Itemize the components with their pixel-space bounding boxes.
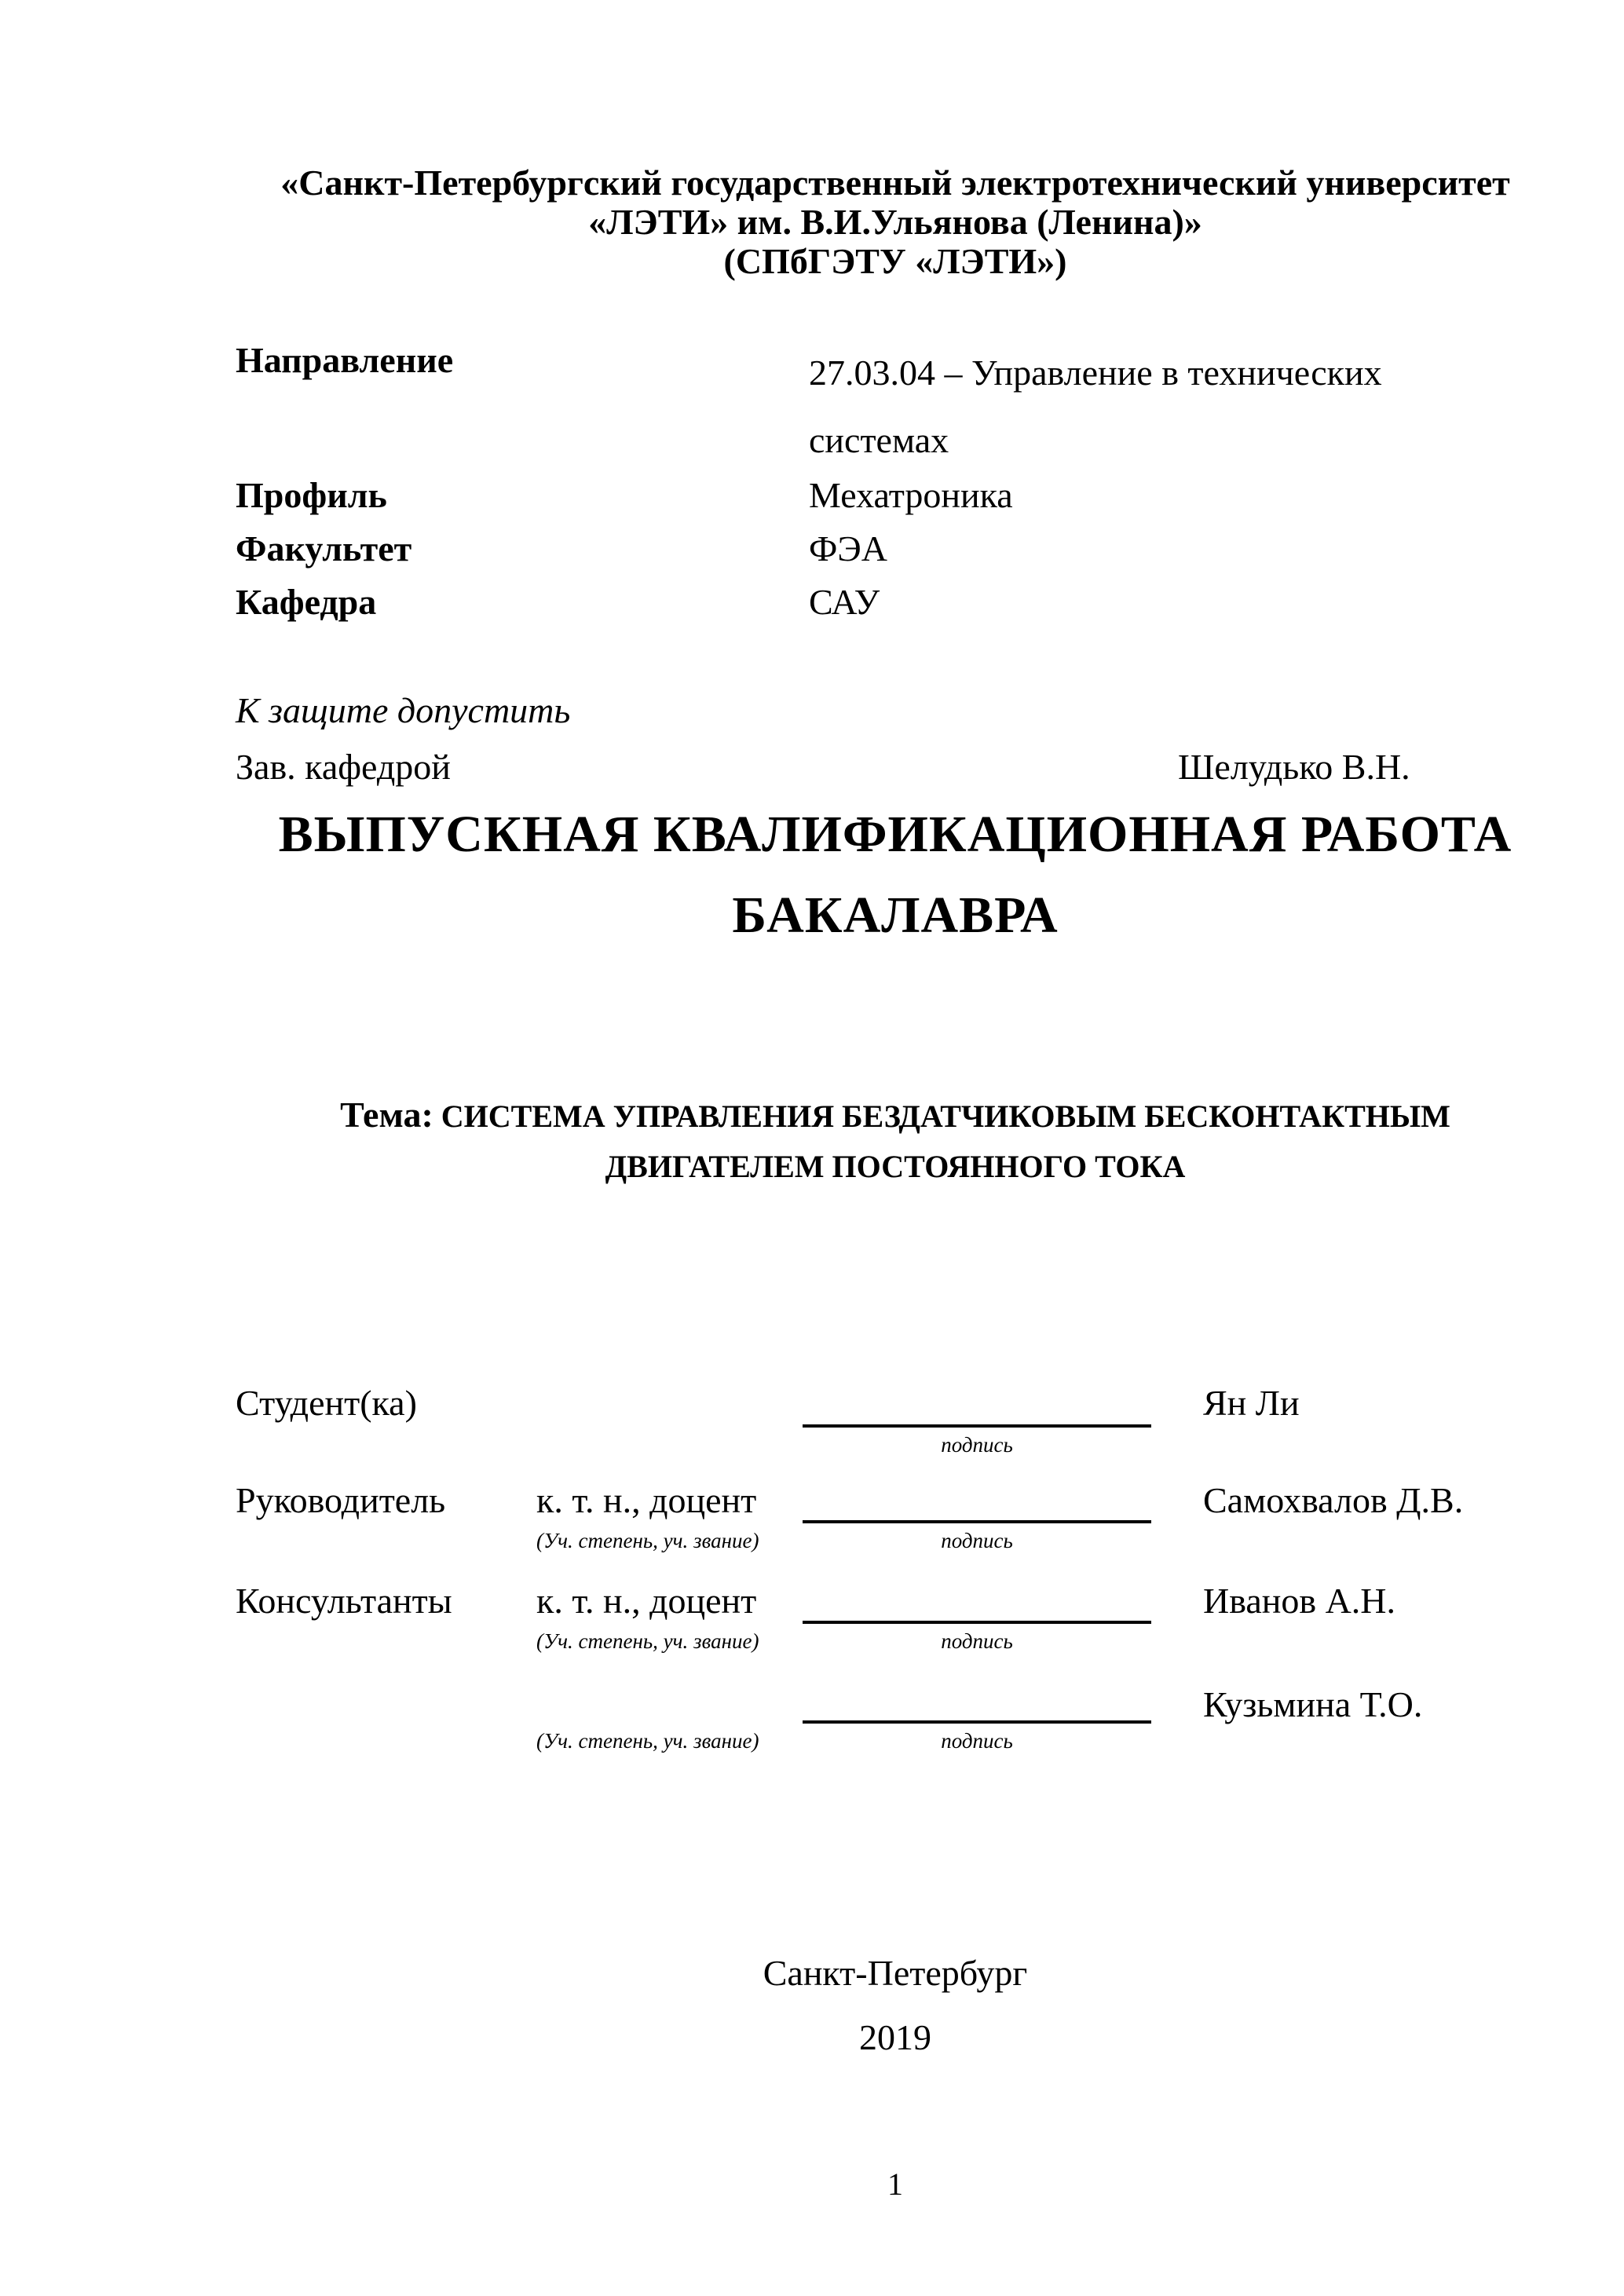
topic-line1 — [236, 1096, 1555, 1135]
admission-note: К защите допустить — [236, 690, 571, 730]
supervisor-degree: к. т. н., доцент — [536, 1480, 757, 1520]
consultant2-signature-caption: подпись — [941, 1729, 1013, 1753]
consultant1-signature-line — [803, 1621, 1151, 1624]
footer-year: 2019 — [859, 2017, 931, 2057]
university-name-line2: «ЛЭТИ» им. В.И.Ульянова (Ленина)» — [588, 202, 1202, 242]
supervisor-signature-line — [803, 1520, 1151, 1523]
consultant2-degree-caption: (Уч. степень, уч. звание) — [536, 1729, 759, 1753]
consultant1-name: Иванов А.Н. — [1203, 1581, 1396, 1621]
supervisor-signature-caption: подпись — [941, 1529, 1013, 1552]
field-value-profile: Мехатроника — [809, 475, 1013, 515]
student-signature-line — [803, 1424, 1151, 1428]
field-value-direction: 27.03.04 – Управление в технических системах — [809, 353, 1382, 460]
consultants-role-label: Консультанты — [236, 1581, 452, 1621]
consultant2-signature-line — [803, 1720, 1151, 1724]
field-value-faculty: ФЭА — [809, 528, 887, 569]
department-head-name: Шелудько В.Н. — [1178, 747, 1410, 787]
footer-city: Санкт-Петербург — [763, 1953, 1028, 1993]
consultant1-signature-caption: подпись — [941, 1629, 1013, 1653]
field-label-department: Кафедра — [236, 582, 377, 622]
supervisor-role-label: Руководитель — [236, 1480, 446, 1520]
department-head-role: Зав. кафедрой — [236, 747, 451, 787]
page-number: 1 — [887, 2166, 903, 2202]
student-name: Ян Ли — [1203, 1383, 1300, 1423]
topic-text-line2: ДВИГАТЕЛЕМ ПОСТОЯННОГО ТОКА — [605, 1149, 1186, 1184]
field-label-direction: Направление — [236, 340, 454, 380]
university-name-line1: «Санкт-Петербургский государственный электротехнический университет — [280, 163, 1510, 203]
field-label-faculty: Факультет — [236, 528, 412, 569]
work-title-line1: ВЫПУСКНАЯ КВАЛИФИКАЦИОННАЯ РАБОТА — [278, 806, 1512, 863]
supervisor-name: Самохвалов Д.В. — [1203, 1480, 1464, 1520]
supervisor-degree-caption: (Уч. степень, уч. звание) — [536, 1529, 759, 1552]
student-role-label: Студент(ка) — [236, 1383, 417, 1423]
field-label-profile: Профиль — [236, 475, 387, 515]
consultant1-degree: к. т. н., доцент — [536, 1581, 757, 1621]
topic-text-line1: СИСТЕМА УПРАВЛЕНИЯ БЕЗДАТЧИКОВЫМ БЕСКОНТАКТНЫМ — [441, 1099, 1450, 1134]
field-value-department: САУ — [809, 582, 880, 622]
consultant2-name: Кузьмина Т.О. — [1203, 1684, 1423, 1724]
student-signature-caption: подпись — [941, 1433, 1013, 1457]
consultant1-degree-caption: (Уч. степень, уч. звание) — [536, 1629, 759, 1653]
topic-label: Тема: — [340, 1095, 433, 1135]
university-name-line3: (СПбГЭТУ «ЛЭТИ») — [723, 241, 1067, 281]
work-title-line2: БАКАЛАВРА — [732, 887, 1059, 944]
